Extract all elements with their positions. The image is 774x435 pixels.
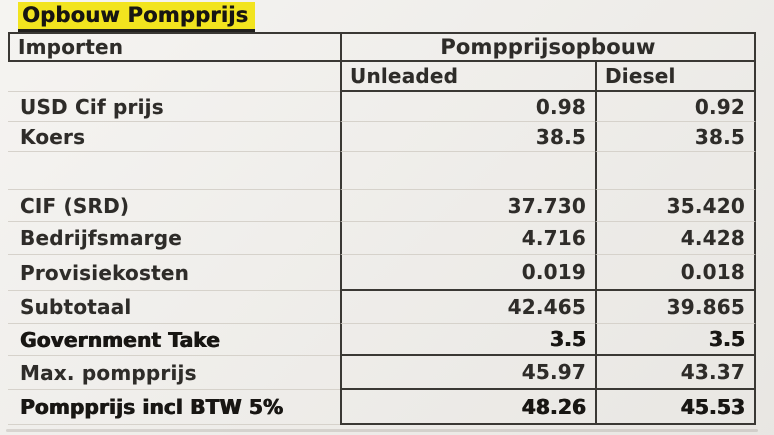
row-label: Max. pompprijs bbox=[8, 356, 340, 390]
unleaded-value: 37.730 bbox=[340, 190, 595, 222]
diesel-value: 45.53 bbox=[595, 390, 756, 425]
table-row-subtotaal bbox=[8, 291, 756, 324]
unleaded-value: 38.5 bbox=[340, 122, 595, 152]
table-subheader-row bbox=[8, 62, 756, 92]
row-label: Subtotaal bbox=[8, 291, 340, 324]
diesel-value: 4.428 bbox=[595, 222, 756, 255]
diesel-value: 0.92 bbox=[595, 92, 756, 122]
unleaded-value: 0.98 bbox=[340, 92, 595, 122]
table-row-government-take bbox=[8, 324, 756, 356]
diesel-value bbox=[595, 152, 756, 190]
unleaded-value: 3.5 bbox=[340, 324, 595, 356]
column-header-diesel: Diesel bbox=[595, 62, 756, 92]
table-row-cif-srd bbox=[8, 190, 756, 222]
corner-header: Importen bbox=[8, 32, 340, 62]
table-row-usd-cif-prijs bbox=[8, 92, 756, 122]
group-header: Pompprijsopbouw bbox=[340, 32, 756, 62]
unleaded-value: 4.716 bbox=[340, 222, 595, 255]
diesel-value: 43.37 bbox=[595, 356, 756, 390]
column-header-unleaded: Unleaded bbox=[340, 62, 595, 92]
row-label: Bedrijfsmarge bbox=[8, 222, 340, 255]
diesel-value: 3.5 bbox=[595, 324, 756, 356]
page-title: Opbouw Pompprijs bbox=[18, 2, 255, 32]
row-label: Koers bbox=[8, 122, 340, 152]
table-row-pompprijs-incl-btw bbox=[8, 390, 756, 425]
unleaded-value: 0.019 bbox=[340, 255, 595, 291]
unleaded-value: 45.97 bbox=[340, 356, 595, 390]
diesel-value: 0.018 bbox=[595, 255, 756, 291]
diesel-value: 38.5 bbox=[595, 122, 756, 152]
subheader-spacer bbox=[8, 62, 340, 92]
unleaded-value: 48.26 bbox=[340, 390, 595, 425]
table-row-spacer bbox=[8, 152, 756, 190]
table-row-bedrijfsmarge bbox=[8, 222, 756, 255]
table-header-row bbox=[8, 32, 756, 62]
scan-artifact-line bbox=[6, 429, 758, 432]
table-row-koers bbox=[8, 122, 756, 152]
table-row-max-pompprijs bbox=[8, 356, 756, 390]
row-label: Government Take bbox=[8, 324, 340, 356]
unleaded-value: 42.465 bbox=[340, 291, 595, 324]
diesel-value: 39.865 bbox=[595, 291, 756, 324]
row-label: CIF (SRD) bbox=[8, 190, 340, 222]
table-row-provisiekosten bbox=[8, 255, 756, 291]
row-label: Pompprijs incl BTW 5% bbox=[8, 390, 340, 425]
row-label: Provisiekosten bbox=[8, 255, 340, 291]
row-label: USD Cif prijs bbox=[8, 92, 340, 122]
diesel-value: 35.420 bbox=[595, 190, 756, 222]
price-table bbox=[8, 32, 756, 425]
unleaded-value bbox=[340, 152, 595, 190]
row-label bbox=[8, 152, 340, 190]
